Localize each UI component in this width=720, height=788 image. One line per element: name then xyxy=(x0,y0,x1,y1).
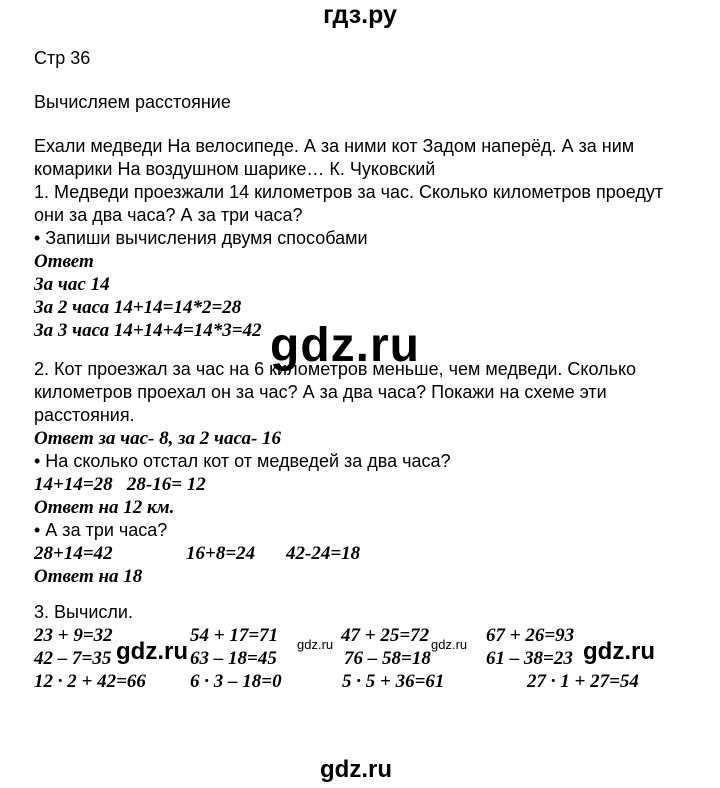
calc-cell: 16+8=24 xyxy=(186,543,256,564)
task1-answer-line: За 2 часа 14+14=14*2=28 xyxy=(34,297,242,318)
site-header: гдз.ру xyxy=(323,1,397,29)
task2-calculation-row xyxy=(34,542,694,565)
task1-bullet: • Запиши вычисления двумя способами xyxy=(34,228,368,248)
calc-cell: 28+14=42 xyxy=(34,543,113,564)
task1-answer-label: Ответ xyxy=(34,251,94,272)
expression-cell: 54 + 17=71 xyxy=(190,625,279,646)
watermark: gdz.ru xyxy=(583,638,655,665)
expression-cell: 23 + 9=32 xyxy=(34,625,113,646)
expression-cell: 5 · 5 + 36=61 xyxy=(342,671,445,692)
task2-question: 2. Кот проезжал за час на 6 километров меньше, чем медведи. Сколько xyxy=(34,359,637,379)
task1-answer-line: За 3 часа 14+14+4=14*3=42 xyxy=(34,320,262,341)
task2-calculation: 14+14=28 28-16= 12 xyxy=(34,474,206,495)
expression-cell: 12 · 2 + 42=66 xyxy=(34,671,146,692)
expression-cell: 6 · 3 – 18=0 xyxy=(190,671,282,692)
task2-question: расстояния. xyxy=(34,405,135,425)
task2-bullet: • На сколько отстал кот от медведей за два часа? xyxy=(34,451,451,471)
task2-bullet: • А за три часа? xyxy=(34,520,168,540)
calc-cell: 42-24=18 xyxy=(286,543,361,564)
expression-cell: 67 + 26=93 xyxy=(486,625,575,646)
expression-cell: 42 – 7=35 xyxy=(34,648,112,669)
expression-cell: 27 · 1 + 27=54 xyxy=(527,671,639,692)
task2-answer: Ответ на 12 км. xyxy=(34,497,175,518)
task2-question: километров проехал он за час? А за два часа? Покажи на схеме эти xyxy=(34,382,607,402)
task3-row xyxy=(34,670,694,693)
watermark: gdz.ru xyxy=(320,756,392,783)
task2-answer: Ответ за час- 8, за 2 часа- 16 xyxy=(34,428,282,449)
expression-cell: 63 – 18=45 xyxy=(190,648,277,669)
task3-title: 3. Вычисли. xyxy=(34,602,133,622)
task1-answer-line: За час 14 xyxy=(34,274,110,295)
poem-line: комарики На воздушном шарике… К. Чуковский xyxy=(34,159,436,179)
poem-line: Ехали медведи На велосипеде. А за ними кот Задом наперёд. А за ним xyxy=(34,136,635,156)
watermark: gdz.ru xyxy=(116,638,188,665)
task1-question: 1. Медведи проезжали 14 километров за час. Сколько километров проедут xyxy=(34,182,664,202)
topic-title: Вычисляем расстояние xyxy=(34,92,231,112)
watermark: gdz.ru xyxy=(431,637,468,652)
expression-cell: 61 – 38=23 xyxy=(486,648,573,669)
watermark: gdz.ru xyxy=(297,637,334,652)
watermark: gdz.ru xyxy=(270,319,420,372)
expression-cell: 76 – 58=18 xyxy=(344,648,431,669)
page-label: Стр 36 xyxy=(34,48,91,68)
expression-cell: 47 + 25=72 xyxy=(341,625,430,646)
task1-question: они за два часа? А за три часа? xyxy=(34,205,303,225)
task2-answer: Ответ на 18 xyxy=(34,566,143,587)
